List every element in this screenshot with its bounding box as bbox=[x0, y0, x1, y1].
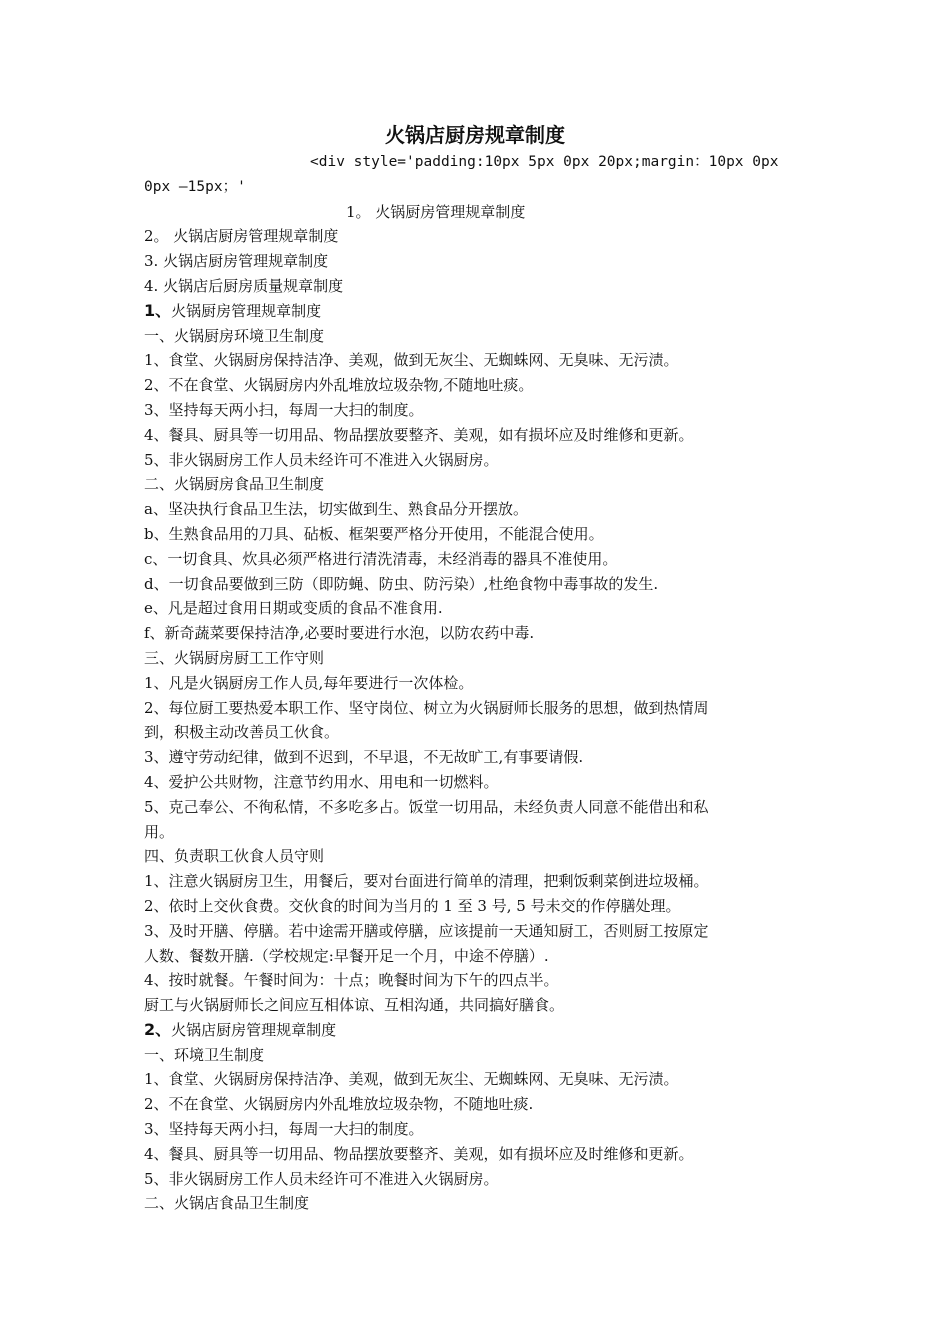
document-title: 火锅店厨房规章制度 bbox=[385, 123, 565, 147]
section-2-content bbox=[144, 1043, 808, 1217]
toc-item: 2。 火锅店厨房管理规章制度 bbox=[144, 227, 339, 246]
section-title: 火锅店厨房管理规章制度 bbox=[171, 1020, 337, 1039]
paragraph-line: 厨工与火锅厨师长之间应互相体谅、互相沟通，共同搞好膳食。 bbox=[144, 996, 565, 1015]
paragraph-line: 4、餐具、厨具等一切用品、物品摆放要整齐、美观，如有损坏应及时维修和更新。 bbox=[144, 425, 694, 444]
paragraph-line: 二、火锅厨房食品卫生制度 bbox=[144, 475, 325, 494]
paragraph-line: f、新奇蔬菜要保持洁净,必要时要进行水泡，以防农药中毒. bbox=[144, 624, 535, 643]
toc-item: 4. 火锅店后厨房质量规章制度 bbox=[144, 276, 344, 295]
paragraph-line: 用。 bbox=[144, 822, 175, 841]
paragraph-line: 3、坚持每天两小扫，每周一大扫的制度。 bbox=[144, 400, 424, 419]
section-heading-1 bbox=[144, 299, 808, 324]
paragraph-line: 1、食堂、火锅厨房保持洁净、美观，做到无灰尘、无蜘蛛网、无臭味、无污渍。 bbox=[144, 1070, 679, 1089]
section-number: 1、 bbox=[144, 300, 172, 320]
code-line-1: <div style='padding:10px 5px 0px 20px;margin：10px 0px bbox=[310, 154, 779, 170]
paragraph-line: 2、依时上交伙食费。交伙食的时间为当月的 1 至 3 号, 5 号未交的作停膳处理。 bbox=[144, 896, 681, 915]
paragraph-line: d、一切食品要做到三防（即防蝇、防虫、防污染）,杜绝食物中毒事故的发生. bbox=[144, 574, 659, 593]
section-heading-2 bbox=[144, 1018, 808, 1043]
paragraph-line: 4、爱护公共财物，注意节约用水、用电和一切燃料。 bbox=[144, 772, 499, 791]
paragraph-line: c、一切食具、炊具必须严格进行清洗清毒，未经消毒的器具不准使用。 bbox=[144, 549, 618, 568]
paragraph-line: 二、火锅店食品卫生制度 bbox=[144, 1194, 310, 1213]
paragraph-line: 3、坚持每天两小扫，每周一大扫的制度。 bbox=[144, 1120, 424, 1139]
paragraph-line: 到，积极主动改善员工伙食。 bbox=[144, 723, 340, 742]
section-number: 2、 bbox=[144, 1019, 172, 1039]
paragraph-line: 4、按时就餐。午餐时间为：十点；晚餐时间为下午的四点半。 bbox=[144, 971, 559, 990]
paragraph-line: 5、非火锅厨房工作人员未经许可不准进入火锅厨房。 bbox=[144, 1169, 499, 1188]
paragraph-line: 3、及时开膳、停膳。若中途需开膳或停膳，应该提前一天通知厨工，否则厨工按原定 bbox=[144, 921, 709, 940]
toc-item: 1。 火锅厨房管理规章制度 bbox=[346, 202, 526, 221]
paragraph-line: 一、环境卫生制度 bbox=[144, 1045, 265, 1064]
paragraph-line: 3、遵守劳动纪律，做到不迟到，不早退，不无故旷工,有事要请假. bbox=[144, 748, 584, 767]
paragraph-line: 人数、餐数开膳.（学校规定:早餐开足一个月，中途不停膳）. bbox=[144, 946, 549, 965]
document-body bbox=[144, 150, 808, 1216]
toc-item: 3. 火锅店厨房管理规章制度 bbox=[144, 252, 329, 271]
paragraph-line: 1、凡是火锅厨房工作人员,每年要进行一次体检。 bbox=[144, 673, 474, 692]
section-1-content bbox=[144, 324, 808, 1018]
paragraph-line: 一、火锅厨房环境卫生制度 bbox=[144, 326, 325, 345]
paragraph-line: 5、克己奉公、不徇私情，不多吃多占。饭堂一切用品，未经负责人同意不能借出和私 bbox=[144, 797, 709, 816]
paragraph-line: 三、火锅厨房厨工工作守则 bbox=[144, 648, 325, 667]
paragraph-line: 四、负责职工伙食人员守则 bbox=[144, 847, 325, 866]
paragraph-line: e、凡是超过食用日期或变质的食品不准食用. bbox=[144, 599, 443, 618]
paragraph-line: 1、注意火锅厨房卫生，用餐后，要对台面进行简单的清理，把剩饭剩菜倒进垃圾桶。 bbox=[144, 872, 709, 891]
paragraph-line: 1、食堂、火锅厨房保持洁净、美观，做到无灰尘、无蜘蛛网、无臭味、无污渍。 bbox=[144, 351, 679, 370]
paragraph-line: 2、不在食堂、火锅厨房内外乱堆放垃圾杂物，不随地吐痰. bbox=[144, 1095, 534, 1114]
paragraph-line: 4、餐具、厨具等一切用品、物品摆放要整齐、美观，如有损坏应及时维修和更新。 bbox=[144, 1144, 694, 1163]
section-title: 火锅厨房管理规章制度 bbox=[171, 301, 322, 320]
paragraph-line: 5、非火锅厨房工作人员未经许可不准进入火锅厨房。 bbox=[144, 450, 499, 469]
code-line-2: 0px —15px；' bbox=[144, 178, 246, 195]
paragraph-line: a、坚决执行食品卫生法，切实做到生、熟食品分开摆放。 bbox=[144, 500, 528, 519]
paragraph-line: b、生熟食品用的刀具、砧板、框架要严格分开使用，不能混合使用。 bbox=[144, 524, 604, 543]
paragraph-line: 2、每位厨工要热爱本职工作、坚守岗位、树立为火锅厨师长服务的思想，做到热情周 bbox=[144, 698, 709, 717]
paragraph-line: 2、不在食堂、火锅厨房内外乱堆放垃圾杂物,不随地吐痰。 bbox=[144, 376, 534, 395]
